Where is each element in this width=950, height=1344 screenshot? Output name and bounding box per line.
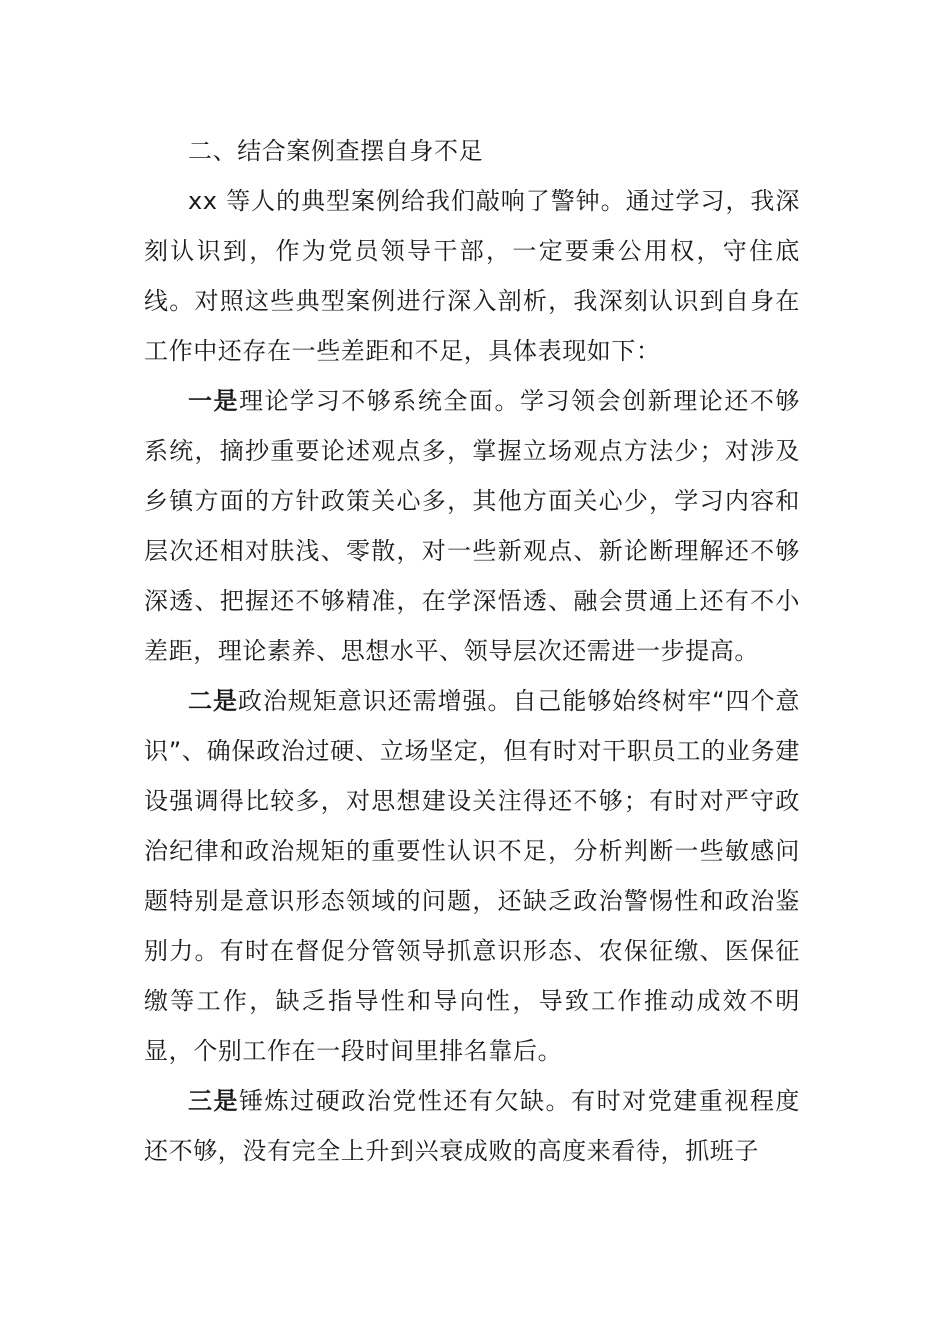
point-two-paragraph — [144, 676, 800, 1076]
section-heading: 二、结合案例查摆自身不足 — [188, 137, 484, 165]
point-two-lead: 二是 — [188, 687, 238, 715]
point-three-lead: 三是 — [188, 1087, 240, 1115]
point-three-text: 锤炼过硬政治党性还有欠缺。有时对党建重视程度还不够，没有完全上升到兴衰成败的高度来看待，抓班子 — [144, 1087, 800, 1165]
document-body — [144, 126, 800, 1176]
point-two-text: 政治规矩意识还需增强。自己能够始终树牢“四个意识”、确保政治过硬、立场坚定，但有时对干职员工的业务建设强调得比较多，对思想建设关注得还不够；有时对严守政治纪律和政治规矩的重要性认识不足，分析判断一些敏感问题特别是意识形态领域的问题，还缺乏政治警惕性和政治鉴别力。有时在督促分管领导抓意识形态、农保征缴、医保征缴等工作，缺乏指导性和导向性，导致工作推动成效不明显，个别工作在一段时间里排名靠后。 — [144, 687, 801, 1065]
point-one-text: 理论学习不够系统全面。学习领会创新理论还不够系统，摘抄重要论述观点多，掌握立场观点方法少；对涉及乡镇方面的方针政策关心多，其他方面关心少，学习内容和层次还相对肤浅、零散，对一些新观点、新论断理解还不够深透、把握还不够精准，在学深悟透、融会贯通上还有不小差距，理论素养、思想水平、领导层次还需进一步提高。 — [144, 387, 800, 665]
intro-paragraph: xx 等人的典型案例给我们敲响了警钟。通过学习，我深刻认识到，作为党员领导干部，一定要秉公用权，守住底线。对照这些典型案例进行深入剖析，我深刻认识到自身在工作中还存在一些差距和不足，具体表现如下： — [144, 187, 800, 365]
point-one-paragraph — [144, 376, 800, 676]
point-one-lead: 一是 — [188, 387, 240, 415]
point-three-paragraph — [144, 1076, 800, 1176]
